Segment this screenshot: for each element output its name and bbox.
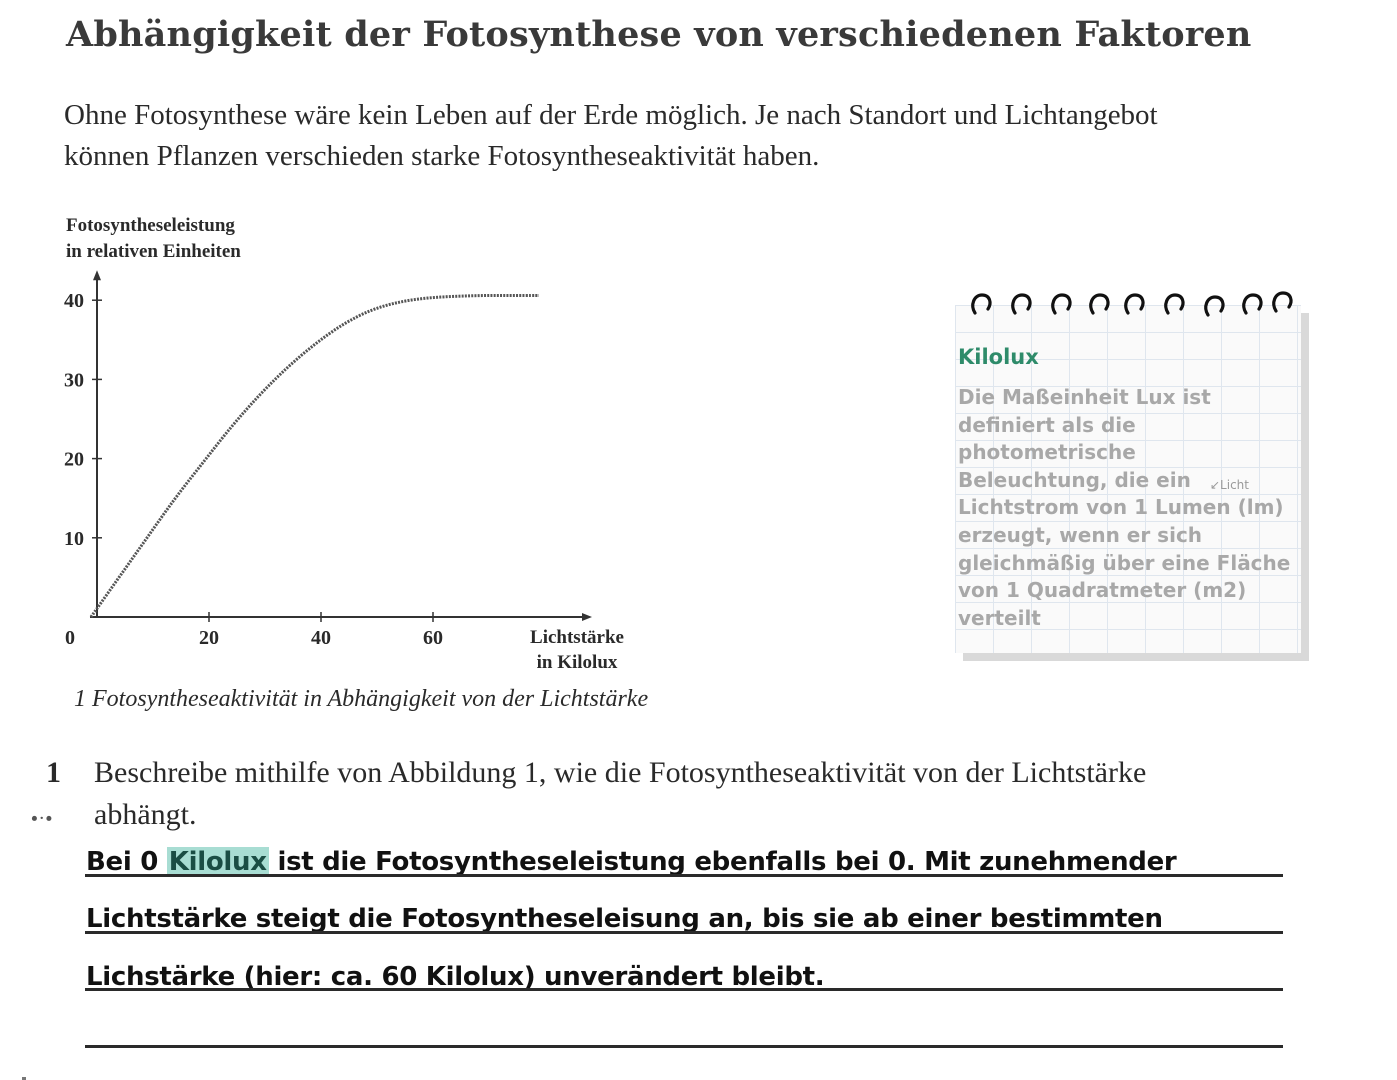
y-axis-label: Fotosyntheseleistung xyxy=(66,215,235,236)
x-tick-label: 40 xyxy=(311,627,331,649)
task-line: abhängt. xyxy=(94,798,197,831)
task-line: Beschreibe mithilfe von Abbildung 1, wie die Fotosyntheseaktivität von der Lichtstärke xyxy=(94,756,1147,789)
y-tick-label: 40 xyxy=(64,290,84,313)
highlighted-term: Kilolux xyxy=(168,847,267,877)
task-number: 1 xyxy=(46,756,61,789)
note-line: von 1 Quadratmeter (m2) xyxy=(958,578,1247,603)
y-axis-arrow-icon xyxy=(93,270,101,280)
y-axis-label: in relativen Einheiten xyxy=(66,241,241,262)
note-line: Die Maßeinheit Lux ist xyxy=(958,385,1211,409)
answer-text: ist die Fotosyntheseleistung ebenfalls bei 0. Mit zunehmender xyxy=(268,847,1177,877)
note-line: gleichmäßig über eine Fläche xyxy=(958,550,1291,575)
answer-line-3: Lichstärke (hier: ca. 60 Kilolux) unverändert bleibt. xyxy=(86,962,825,992)
note-line: Lichtstrom von 1 Lumen (lm) xyxy=(958,495,1284,520)
note-line: photometrische xyxy=(958,440,1136,465)
answer-rule xyxy=(85,931,1283,934)
y-tick-label: 30 xyxy=(64,369,84,392)
answer-line-2: Lichtstärke steigt die Fotosyntheseleisung an, bis sie ab einer bestimmten xyxy=(86,904,1163,934)
page-title: Abhängigkeit der Fotosynthese von verschiedenen Faktoren xyxy=(66,14,1252,55)
y-tick-label: 10 xyxy=(64,527,84,550)
origin-label: 0 xyxy=(65,627,75,649)
answer-text: Bei 0 xyxy=(86,847,167,877)
intro-text xyxy=(64,95,1324,177)
series-line xyxy=(91,295,539,617)
answer-line-1 xyxy=(86,847,1176,877)
answer-rule xyxy=(85,988,1283,991)
note-line: definiert als die xyxy=(958,412,1136,437)
x-axis-arrow-icon xyxy=(582,613,592,621)
y-tick-label: 20 xyxy=(64,448,84,471)
note-annotation: ↙Licht xyxy=(1210,478,1249,492)
note-line: Beleuchtung, die ein xyxy=(958,467,1191,492)
note-line: erzeugt, wenn er sich xyxy=(958,522,1203,547)
notepad-rings-icon xyxy=(968,285,1308,325)
x-tick-label: 60 xyxy=(423,627,443,649)
note-body xyxy=(958,384,1298,632)
note-title: Kilolux xyxy=(958,345,1039,369)
photosynthesis-chart xyxy=(40,205,660,675)
chart-caption: 1 Fotosyntheseaktivität in Abhängigkeit von der Lichtstärke xyxy=(74,686,649,712)
chart-svg xyxy=(40,205,660,675)
intro-line: Ohne Fotosynthese wäre kein Leben auf der Erde möglich. Je nach Standort und Lichtangebot xyxy=(64,99,1158,131)
answer-rule xyxy=(85,874,1283,877)
intro-line: können Pflanzen verschieden starke Fotosyntheseaktivität haben. xyxy=(64,140,820,172)
margin-dots: ∙·∙ xyxy=(30,808,54,829)
x-tick-label: 20 xyxy=(199,627,219,649)
answer-rule xyxy=(85,1045,1283,1048)
x-axis-label: in Kilolux xyxy=(536,652,618,673)
note-line: verteilt xyxy=(958,605,1041,630)
x-axis-label: Lichtstärke xyxy=(530,627,624,648)
